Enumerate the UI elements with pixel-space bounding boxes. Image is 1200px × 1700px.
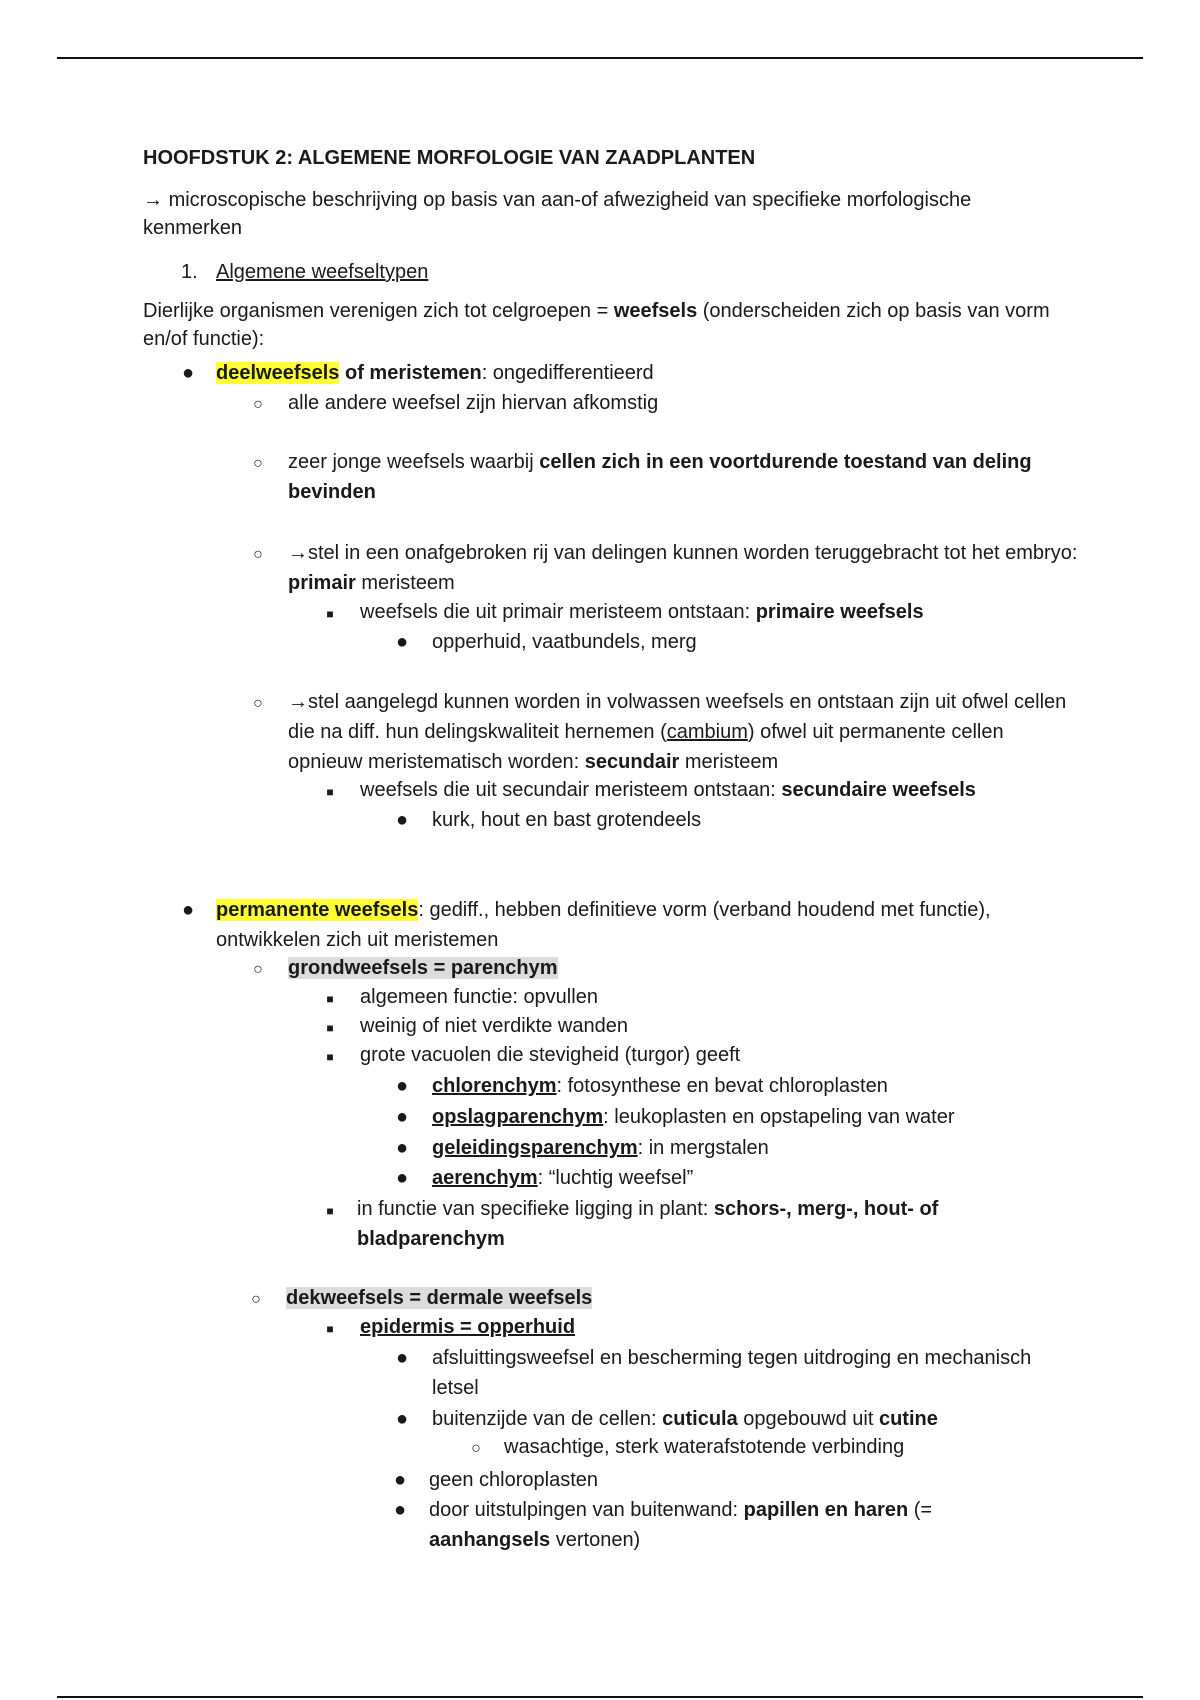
top-rule: [57, 57, 1143, 59]
section-heading: Algemene weefseltypen: [216, 261, 429, 283]
list-item: [357, 1194, 1037, 1254]
bullet-disc-icon: ●: [393, 1469, 407, 1491]
list-item-dekweefsels: [286, 1283, 592, 1313]
term-geleidingsparenchym: geleidingsparenchym: [432, 1137, 638, 1159]
text: →stel in een onafgebroken rij van delingen kunnen worden teruggebracht tot het embryo:: [288, 542, 1078, 564]
highlight-permanente-weefsels: permanente weefsels: [216, 899, 419, 921]
list-item: [288, 538, 1078, 598]
list-item: [432, 1163, 693, 1193]
bullet-square-icon: ■: [326, 1021, 334, 1035]
bullet-disc-icon: ●: [395, 631, 409, 653]
text: : “luchtig weefsel”: [537, 1167, 694, 1189]
text: opgebouwd uit: [737, 1408, 879, 1430]
para-weefsels: [143, 297, 1063, 353]
list-item: alle andere weefsel zijn hiervan afkomstig: [288, 392, 659, 414]
bottom-rule: [57, 1696, 1143, 1698]
page-title: HOOFDSTUK 2: ALGEMENE MORFOLOGIE VAN ZAADPLANTEN: [143, 147, 756, 169]
list-item: [432, 1404, 938, 1434]
list-item-meristemen: [216, 358, 654, 388]
list-item-epidermis: [360, 1312, 575, 1342]
list-item: [360, 597, 924, 627]
text: in functie van specifieke ligging in plant:: [357, 1198, 714, 1220]
list-item: kurk, hout en bast grotendeels: [432, 809, 702, 831]
list-item: geen chloroplasten: [429, 1469, 599, 1491]
text: weefsels die uit primair meristeem ontstaan:: [360, 601, 756, 623]
term-chlorenchym: chlorenchym: [432, 1075, 557, 1097]
text: : ongedifferentieerd: [481, 362, 654, 384]
bullet-square-icon: ■: [326, 607, 334, 621]
bullet-disc-icon: ●: [395, 1075, 409, 1097]
highlight-dekweefsels: dekweefsels = dermale weefsels: [286, 1287, 593, 1309]
list-item: [288, 687, 1068, 777]
bullet-circle-icon: ○: [471, 1440, 481, 1457]
list-item: [360, 775, 976, 805]
bullet-square-icon: ■: [326, 992, 334, 1006]
list-item: opperhuid, vaatbundels, merg: [432, 631, 697, 653]
bold-text: cellen zich in een voortdurende toestand van deling bevinden: [288, 451, 1032, 503]
list-item: weinig of niet verdikte wanden: [360, 1015, 628, 1037]
text: door uitstulpingen van buitenwand:: [429, 1499, 744, 1521]
bullet-circle-icon: ○: [253, 396, 263, 413]
text: meristeem: [679, 751, 779, 773]
list-item-permanent: [216, 895, 1016, 955]
bold-text: primair: [288, 572, 356, 594]
text: zeer jonge weefsels waarbij: [288, 451, 540, 473]
arrow-icon: →: [143, 189, 163, 211]
bullet-disc-icon: ●: [181, 362, 195, 384]
bullet-disc-icon: ●: [395, 1167, 409, 1189]
bullet-square-icon: ■: [326, 1322, 334, 1336]
para-text-a: Dierlijke organismen verenigen zich tot celgroepen =: [143, 300, 614, 322]
text: (=: [908, 1499, 933, 1521]
list-item: [432, 1071, 888, 1101]
bullet-disc-icon: ●: [395, 1347, 409, 1369]
highlight-deelweefsels: deelweefsels: [216, 362, 340, 384]
bold-text: schors-, merg-, hout- of bladparenchym: [357, 1198, 939, 1250]
term-epidermis: epidermis = opperhuid: [360, 1316, 576, 1338]
bold-text: cutine: [878, 1408, 938, 1430]
para-text-c: (onderscheiden zich op basis van vorm en/of functie):: [143, 300, 1050, 350]
bullet-square-icon: ■: [326, 1050, 334, 1064]
intro-paragraph: [143, 186, 1063, 242]
bullet-disc-icon: ●: [395, 1408, 409, 1430]
bold-text: secundaire weefsels: [781, 779, 976, 801]
highlight-grondweefsels: grondweefsels = parenchym: [288, 957, 558, 979]
text: buitenzijde van de cellen:: [432, 1408, 663, 1430]
term-opslagparenchym: opslagparenchym: [432, 1106, 604, 1128]
bullet-circle-icon: ○: [253, 695, 263, 712]
text: ) ofwel uit permanente cellen opnieuw meristematisch worden:: [288, 721, 1004, 773]
list-item: [432, 1102, 955, 1132]
list-item: [429, 1495, 1019, 1555]
bullet-circle-icon: ○: [251, 1291, 261, 1308]
bold-text: papillen en haren: [743, 1499, 909, 1521]
bullet-disc-icon: ●: [395, 1137, 409, 1159]
list-item: afsluittingsweefsel en bescherming tegen uitdroging en mechanisch letsel: [432, 1347, 1032, 1399]
intro-text: microscopische beschrijving op basis van aan-of afwezigheid van specifieke morfologische kenmerken: [143, 189, 972, 239]
bullet-circle-icon: ○: [253, 961, 263, 978]
list-item: algemeen functie: opvullen: [360, 986, 598, 1008]
list-item: grote vacuolen die stevigheid (turgor) geeft: [360, 1044, 741, 1066]
bold-text: primaire weefsels: [755, 601, 924, 623]
bullet-circle-icon: ○: [253, 546, 263, 563]
list-item: [288, 447, 1058, 507]
text: →stel aangelegd kunnen worden in volwassen weefsels en ontstaan zijn uit ofwel cellen die na diff. hun delingskwaliteit hernemen (: [288, 691, 1067, 743]
text: : in mergstalen: [637, 1137, 769, 1159]
list-item: [432, 1133, 769, 1163]
term-aerenchym: aerenchym: [432, 1167, 538, 1189]
text: vertonen): [550, 1529, 641, 1551]
bullet-square-icon: ■: [326, 785, 334, 799]
underlined-cambium: cambium: [666, 721, 748, 743]
bold-meristemen: of meristemen: [339, 362, 482, 384]
bullet-disc-icon: ●: [395, 1106, 409, 1128]
list-item: wasachtige, sterk waterafstotende verbinding: [504, 1436, 905, 1458]
para-bold-weefsels: weefsels: [613, 300, 698, 322]
text: : fotosynthese en bevat chloroplasten: [556, 1075, 888, 1097]
bold-text: cuticula: [662, 1408, 738, 1430]
text: : leukoplasten en opstapeling van water: [603, 1106, 955, 1128]
text: meristeem: [355, 572, 455, 594]
bold-text: aanhangsels: [429, 1529, 551, 1551]
bold-text: secundair: [584, 751, 680, 773]
text: : gediff., hebben definitieve vorm (verband houdend met functie), ontwikkelen zich uit meristemen: [216, 899, 991, 951]
bullet-disc-icon: ●: [395, 809, 409, 831]
bullet-disc-icon: ●: [393, 1499, 407, 1521]
text: weefsels die uit secundair meristeem ontstaan:: [360, 779, 782, 801]
bullet-square-icon: ■: [326, 1204, 334, 1218]
bullet-circle-icon: ○: [253, 455, 263, 472]
list-item-grondweefsels: [288, 953, 558, 983]
section-number: 1.: [181, 261, 198, 283]
bullet-disc-icon: ●: [181, 899, 195, 921]
